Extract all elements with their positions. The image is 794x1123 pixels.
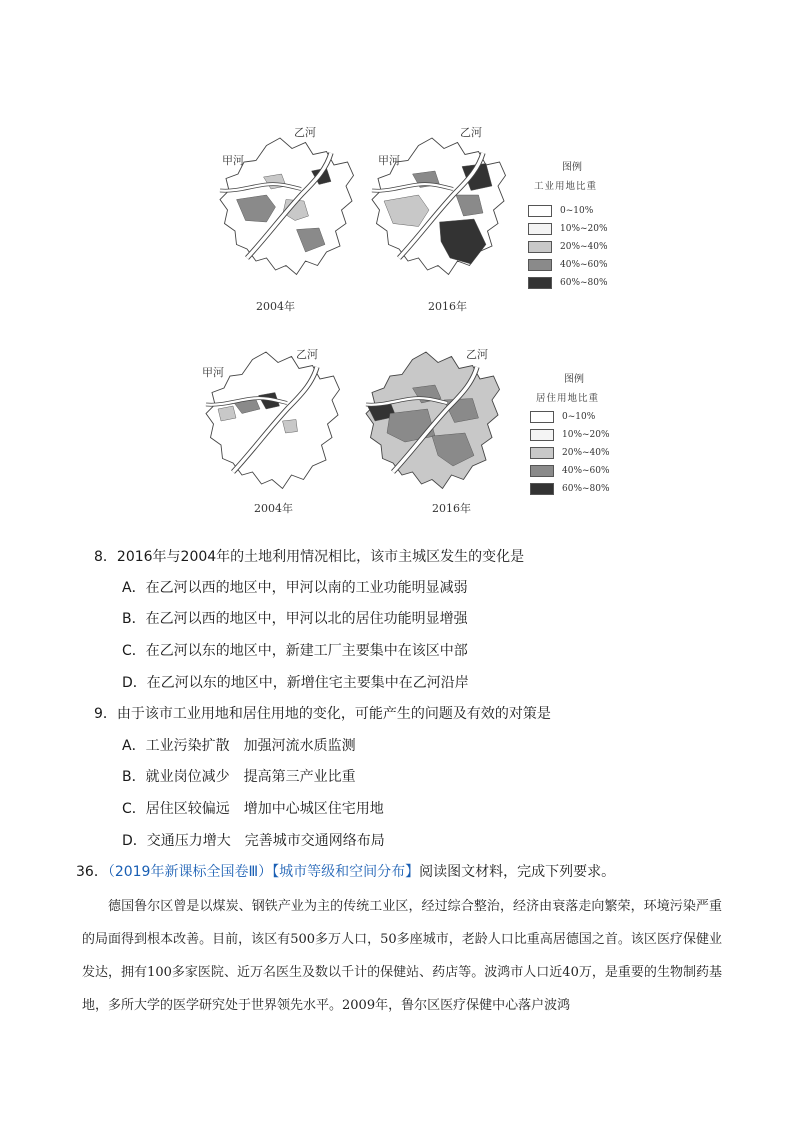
map-2004-industrial (214, 112, 364, 313)
legend-title: 图例 (562, 162, 582, 173)
legend-item: 20%~40% (530, 446, 610, 460)
question-36-number: 36． (76, 864, 108, 880)
question-36-material: 德国鲁尔区曾是以煤炭、钢铁产业为主的传统工业区，经过综合整治，经济由衰落走向繁荣，环境污染严重的局面得到根本改善。目前，该区有500多万人口，50多座城市，老龄人口比重高居德国之首。该区医疗保健业发达，拥有100多家医院、近万名医生及数以千计的保健站、药店等。波鸿市人口近40万，是重要的生物制药基地，多所大学的医学研究处于世界领先水平。2009年，鲁尔区医疗保健中心落户波鸿 (82, 899, 722, 1013)
legend-item: 0~10% (528, 204, 593, 218)
question-36-header (76, 862, 615, 882)
year-label-2016: 2016年 (428, 300, 467, 313)
question-9-option-d[interactable]: D．交通压力增大 完善城市交通网络布局 (122, 833, 385, 849)
question-36-instruction: 阅读图文材料，完成下列要求。 (419, 864, 616, 880)
legend-item: 10%~20% (530, 428, 610, 442)
river-label-yi: 乙河 (466, 348, 488, 361)
map-2016-industrial-graphic (366, 112, 516, 302)
year-label-2016: 2016年 (432, 502, 471, 515)
question-9-option-a[interactable]: A．工业污染扩散 加强河流水质监测 (122, 738, 356, 754)
river-label-yi: 乙河 (296, 348, 318, 361)
question-9-stem: 9．由于该市工业用地和居住用地的变化，可能产生的问题及有效的对策是 (94, 706, 551, 722)
question-9-option-c[interactable]: C．居住区较偏远 增加中心城区住宅用地 (122, 801, 384, 817)
legend-item: 60%~80% (528, 276, 608, 290)
legend-subtitle: 工业用地比重 (534, 181, 598, 192)
legend-subtitle: 居住用地比重 (536, 393, 600, 404)
question-36-topic: 【城市等级和空间分布】 (272, 864, 420, 880)
legend-item: 60%~80% (530, 482, 610, 496)
river-label-jia: 甲河 (222, 154, 244, 167)
question-36-source: （2019年新课标全国卷Ⅲ） (107, 864, 273, 880)
legend-item: 10%~20% (528, 222, 608, 236)
map-2016-industrial (366, 112, 516, 313)
map-2004-residential-graphic (200, 326, 350, 516)
question-8-option-c[interactable]: C．在乙河以东的地区中，新建工厂主要集中在该区中部 (122, 643, 468, 659)
question-8-stem: 8．2016年与2004年的土地利用情况相比，该市主城区发生的变化是 (94, 549, 525, 565)
legend-item: 20%~40% (528, 240, 608, 254)
year-label-2004: 2004年 (254, 502, 293, 515)
legend-industrial (528, 158, 638, 298)
legend-item: 0~10% (530, 410, 595, 424)
map-2016-residential (360, 326, 510, 516)
question-8-option-a[interactable]: A．在乙河以西的地区中，甲河以南的工业功能明显减弱 (122, 580, 468, 596)
river-label-yi: 乙河 (294, 126, 316, 139)
legend-item: 40%~60% (530, 464, 610, 478)
map-2004-industrial-graphic (214, 112, 364, 302)
legend-residential (530, 370, 640, 510)
river-label-jia: 甲河 (202, 366, 224, 379)
question-9-option-b[interactable]: B．就业岗位减少 提高第三产业比重 (122, 769, 356, 785)
year-label-2004: 2004年 (256, 300, 295, 313)
river-label-yi: 乙河 (460, 126, 482, 139)
river-label-jia: 甲河 (378, 154, 400, 167)
question-8-option-d[interactable]: D．在乙河以东的地区中，新增住宅主要集中在乙河沿岸 (122, 675, 469, 691)
legend-item: 40%~60% (528, 258, 608, 272)
question-8-option-b[interactable]: B．在乙河以西的地区中，甲河以北的居住功能明显增强 (122, 611, 468, 627)
legend-title: 图例 (564, 374, 584, 385)
map-2004-residential (200, 326, 350, 516)
